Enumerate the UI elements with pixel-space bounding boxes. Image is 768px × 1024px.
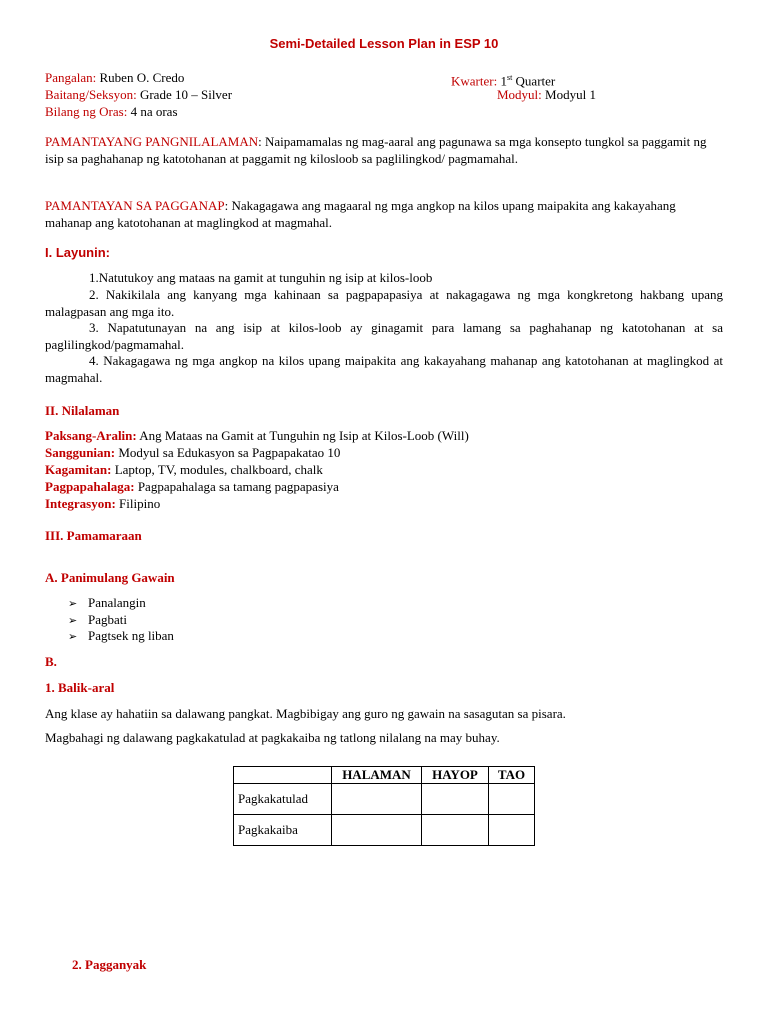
nilalaman-label: Sanggunian:	[45, 445, 116, 460]
nilalaman-value: Modyul sa Edukasyon sa Pagpapakatao 10	[115, 445, 341, 460]
nilalaman-value: Laptop, TV, modules, chalkboard, chalk	[111, 462, 323, 477]
table-cell	[489, 784, 535, 815]
table-header-cell: TAO	[489, 767, 535, 784]
table-cell	[332, 815, 422, 846]
nilalaman-label: Kagamitan:	[45, 462, 112, 477]
table-header-cell	[234, 767, 332, 784]
pangalan-value: Ruben O. Credo	[99, 70, 185, 85]
pamantayan-sa-pagganap	[45, 198, 723, 231]
table-cell	[422, 784, 489, 815]
kwarter-label: Kwarter:	[451, 73, 498, 89]
layunin-item-3: 3. Napatutunayan na ang isip at kilos-loob ay ginagamit para lamang sa paghahanap ng katotohanan at sa paglilingkod/pagmamahal.	[45, 320, 723, 352]
pamamaraan-heading: III. Pamamaraan	[45, 528, 142, 543]
table-cell	[489, 815, 535, 846]
kwarter-num: 1	[500, 73, 507, 89]
nilalaman-label: Paksang-Aralin:	[45, 428, 137, 443]
nilalaman-label: Pagpapahalaga:	[45, 479, 135, 494]
layunin-item-1: 1.Natutukoy ang mataas na gamit at tunguhin ng isip at kilos-loob	[89, 270, 433, 285]
oras-label: Bilang ng Oras:	[45, 104, 128, 119]
nilalaman-value: Pagpapahalaga sa tamang pagpapasiya	[134, 479, 339, 494]
balik-aral-paragraph: Ang klase ay hahatiin sa dalawang pangkat. Magbibigay ang guro ng gawain na sasagutan sa pisara.	[45, 706, 566, 721]
kwarter-rest: Quarter	[515, 73, 556, 89]
oras-row	[45, 104, 178, 120]
nilalaman-value: Ang Mataas na Gamit at Tunguhin ng Isip at Kilos-Loob (Will)	[136, 428, 469, 443]
table-row	[234, 815, 535, 846]
pangalan-row	[45, 70, 184, 86]
list-item	[68, 612, 174, 629]
table-row	[234, 784, 535, 815]
table-header-cell: HAYOP	[422, 767, 489, 784]
nilalaman-row	[45, 496, 160, 512]
list-item	[68, 595, 174, 612]
section-b-heading: B.	[45, 654, 57, 669]
nilalaman-value: Filipino	[115, 496, 161, 511]
layunin-item-4: 4. Nakagagawa ng mga angkop na kilos upang maipakita ang kakayahang mahanap ang katotohanan at maglingkod at magmahal.	[45, 353, 723, 385]
layunin-item-2: 2. Nakikilala ang kanyang mga kahinaan sa pagpapapasiya at nakagagawa ng mga kongkretong hakbang upang malagpasan ang mga ito.	[45, 287, 723, 319]
list-item-text: Pagbati	[88, 611, 127, 627]
page-title: Semi-Detailed Lesson Plan in ESP 10	[269, 36, 499, 51]
list-item-text: Pagtsek ng liban	[88, 628, 174, 643]
baitang-label: Baitang/Seksyon:	[45, 87, 137, 102]
nilalaman-row	[45, 428, 469, 444]
arrow-bullet-icon: ➢	[68, 613, 78, 627]
kwarter-sup: st	[506, 73, 513, 82]
pangalan-label: Pangalan:	[45, 70, 97, 85]
pamantayan-sa-pagganap-label: PAMANTAYAN SA PAGGANAP	[45, 198, 225, 213]
arrow-bullet-icon: ➢	[68, 630, 78, 643]
panimulang-gawain-heading: A. Panimulang Gawain	[45, 570, 175, 585]
instruction-paragraph: Magbahagi ng dalawang pagkakatulad at pagkakaiba ng tatlong nilalang na may buhay.	[45, 730, 500, 745]
modyul-value: Modyul 1	[545, 87, 596, 102]
nilalaman-heading: II. Nilalaman	[45, 403, 120, 418]
comparison-table	[233, 766, 535, 846]
table-row-label: Pagkakaiba	[234, 815, 332, 846]
arrow-bullet-icon: ➢	[68, 597, 78, 610]
modyul-row	[497, 87, 596, 103]
pamantayan-sa-pagganap-text: : Nakagagawa ang magaaral ng mga angkop na kilos upang maipakita ang kakayahang mahanap ang katotohanan at maglingkod at magmahal.	[45, 198, 676, 230]
table-header-cell: HALAMAN	[332, 767, 422, 784]
baitang-value: Grade 10 – Silver	[139, 87, 233, 102]
nilalaman-row	[45, 445, 340, 461]
balik-aral-heading: 1. Balik-aral	[45, 680, 115, 695]
layunin-heading: I. Layunin:	[45, 245, 110, 260]
pamantayang-pangnilalaman-text: : Naipamamalas ng mag-aaral ang pagunawa sa mga konsepto tungkol sa paggamit ng isip sa paghahanap ng katotohanan at paggamit ng kilosloob sa paglilingkod/ pagmamahal.	[45, 134, 707, 166]
table-row-label: Pagkakatulad	[234, 784, 332, 815]
table-cell	[332, 784, 422, 815]
nilalaman-label: Integrasyon:	[45, 496, 116, 511]
nilalaman-row	[45, 479, 339, 495]
table-cell	[422, 815, 489, 846]
pamantayang-pangnilalaman-label: PAMANTAYANG PANGNILALAMAN	[45, 134, 259, 149]
pagganyak-heading: 2. Pagganyak	[72, 957, 147, 972]
oras-value: 4 na oras	[130, 104, 178, 119]
list-item-text: Panalangin	[88, 595, 146, 610]
table-header-row	[234, 767, 535, 784]
nilalaman-row	[45, 462, 323, 478]
modyul-label: Modyul:	[497, 87, 542, 102]
pamantayang-pangnilalaman	[45, 134, 723, 167]
panimulang-gawain-list	[68, 595, 174, 645]
baitang-row	[45, 87, 232, 103]
list-item	[68, 628, 174, 645]
